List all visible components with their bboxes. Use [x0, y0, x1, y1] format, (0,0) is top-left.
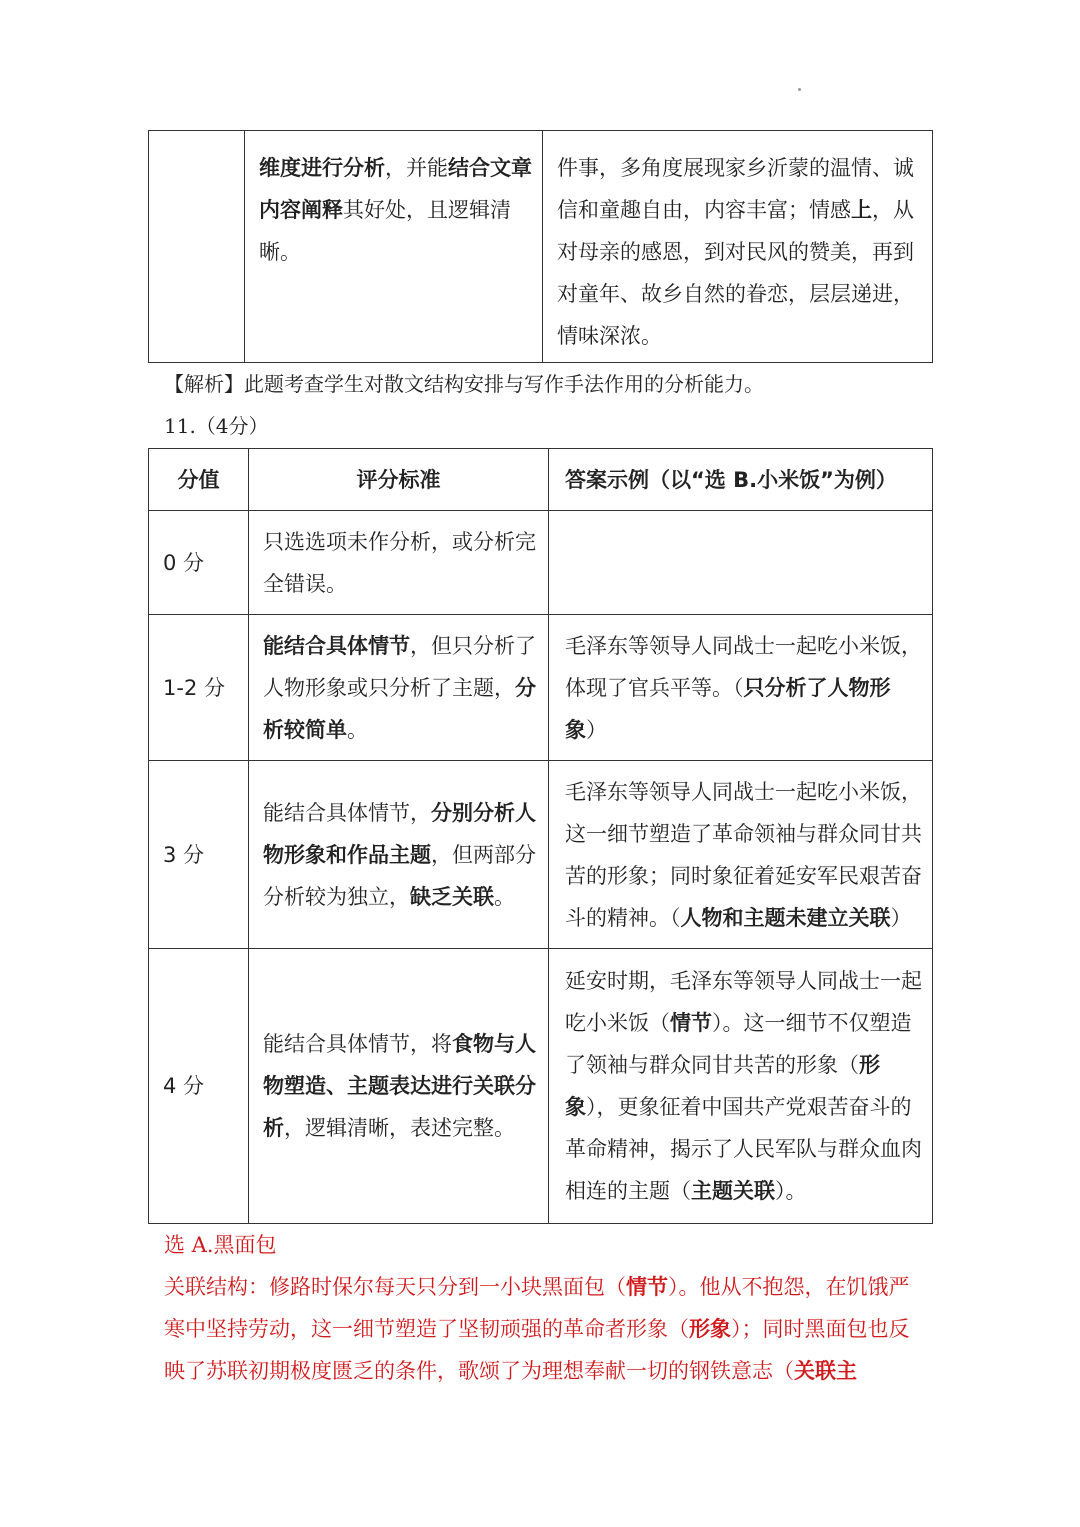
text-segment: ，从对母亲的感恩，到对民风的赞美，再到对童年、故乡自然的眷恋，层层递进，情味深浓。 — [557, 198, 914, 348]
text-segment: ）；同时黑面包也反映了苏联初期极度匮乏的条件，歌颂了为理想奉献一切的钢铁意志（ — [164, 1317, 910, 1383]
text-segment: ，但只分析了人物形象或只分析了主题， — [263, 633, 536, 700]
criteria-cell — [249, 761, 549, 949]
criteria-text — [249, 1023, 548, 1149]
text-segment: ，逻辑清晰，表述完整。 — [284, 1116, 515, 1140]
text-segment: 分别分析人物形象和作品主题 — [263, 800, 536, 867]
score-cell-empty — [149, 131, 245, 363]
score-cell: 1-2 分 — [149, 615, 249, 761]
text-segment: 上 — [851, 198, 872, 222]
answer-a-body — [164, 1266, 924, 1392]
text-segment: 能结合具体情节 — [263, 633, 410, 658]
text-segment: 关联结构：修路时保尔每天只分到一小块黑面包（ — [164, 1275, 626, 1299]
header-example-text — [549, 459, 932, 501]
analysis-line: 【解析】此题考查学生对散文结构安排与写作手法作用的分析能力。 — [164, 372, 764, 396]
example-text — [549, 625, 932, 751]
score-cell: 3 分 — [149, 761, 249, 949]
text-segment: 答案示例（以“选 — [565, 467, 734, 492]
text-segment: ） — [890, 905, 912, 930]
text-segment: 情节 — [626, 1275, 668, 1299]
text-segment: 毛泽东等领导人同战士一起吃小米饭，这一细节塑造了革命领袖与群众同甘共苦的形象；同时象征着延安军民艰苦奋斗的精神。（ — [565, 779, 922, 930]
text-segment: 关联主 — [794, 1359, 857, 1383]
example-cell — [543, 131, 933, 363]
example-cell — [549, 511, 933, 615]
stray-dot — [798, 88, 801, 91]
text-segment: ，并能 — [385, 156, 448, 180]
criteria-table-continued — [148, 130, 933, 363]
criteria-text — [249, 625, 548, 751]
text-segment: 件事，多角度展现家乡沂蒙的温情、诚信和童趣自由，内容丰富；情感 — [557, 156, 914, 222]
text-segment: ） — [586, 717, 607, 742]
header-example — [549, 449, 933, 511]
text-segment: 缺乏关联 — [410, 884, 494, 909]
text-segment: 主题关联 — [691, 1179, 775, 1203]
example-text — [549, 960, 932, 1212]
header-criteria: 评分标准 — [249, 449, 549, 511]
criteria-cell — [245, 131, 543, 363]
text-segment: ）。他从不抱怨，在饥饿严寒中坚持劳动，这一细节塑造了坚韧顽强的革命者形象（ — [164, 1275, 910, 1341]
text-segment: ），更象征着中国共产党艰苦奋斗的革命精神，揭示了人民军队与群众血肉相连的主题（ — [565, 1095, 922, 1203]
text-segment: 毛泽东等领导人同战士一起吃小米饭，体现了官兵平等。（ — [565, 633, 922, 700]
text-segment: B. — [733, 467, 758, 492]
text-segment: ，但两部分分析较为独立， — [263, 842, 536, 909]
criteria-cell — [249, 615, 549, 761]
table-header-row — [149, 449, 933, 511]
text-segment: 只分析了人物形象 — [565, 675, 891, 742]
text-segment: 形象 — [689, 1317, 731, 1341]
table-row — [149, 511, 933, 615]
criteria-text — [249, 521, 548, 605]
text-segment: ）。 — [775, 1179, 807, 1203]
text-segment: 延安时期，毛泽东等领导人同战士一起吃小米饭（ — [565, 969, 922, 1035]
text-segment: 食物与人物塑造、主题表达进行关联分析 — [263, 1032, 536, 1140]
example-text — [549, 771, 932, 939]
text-segment: ）。这一细节不仅塑造了领袖与群众同甘共苦的形象（ — [565, 1011, 912, 1077]
criteria-text — [245, 131, 542, 273]
text-segment: 分析较简单 — [263, 675, 536, 742]
table-row — [149, 131, 933, 363]
text-segment: 维度进行分析 — [259, 156, 385, 180]
text-segment: 形象 — [565, 1053, 880, 1119]
score-cell: 4 分 — [149, 949, 249, 1224]
text-segment: 。 — [494, 884, 515, 909]
score-cell: 0 分 — [149, 511, 249, 615]
text-segment: 。 — [347, 717, 368, 742]
example-cell — [549, 949, 933, 1224]
table-row — [149, 761, 933, 949]
criteria-cell — [249, 511, 549, 615]
criteria-text — [249, 792, 548, 918]
criteria-cell — [249, 949, 549, 1224]
table-row — [149, 949, 933, 1224]
text-segment: 人物和主题未建立关联 — [680, 905, 891, 930]
text-segment: 只选选项未作分析，或分析完全错误。 — [263, 529, 536, 596]
example-cell — [549, 615, 933, 761]
text-segment: 结合文章内容阐释 — [259, 156, 532, 222]
text-segment: 小米饭”为例） — [757, 467, 897, 492]
table-row — [149, 615, 933, 761]
scoring-table — [148, 448, 933, 1224]
text-segment: 情节 — [670, 1011, 712, 1035]
example-cell — [549, 761, 933, 949]
text-segment: 能结合具体情节，将 — [263, 1032, 452, 1056]
header-score: 分值 — [149, 449, 249, 511]
example-text — [543, 131, 932, 357]
text-segment: 能结合具体情节， — [263, 800, 431, 825]
text-segment: 其好处，且逻辑清晰。 — [259, 198, 511, 264]
answer-a-title: 选 A.黑面包 — [164, 1233, 277, 1257]
question-number: 11.（4分） — [164, 414, 269, 438]
